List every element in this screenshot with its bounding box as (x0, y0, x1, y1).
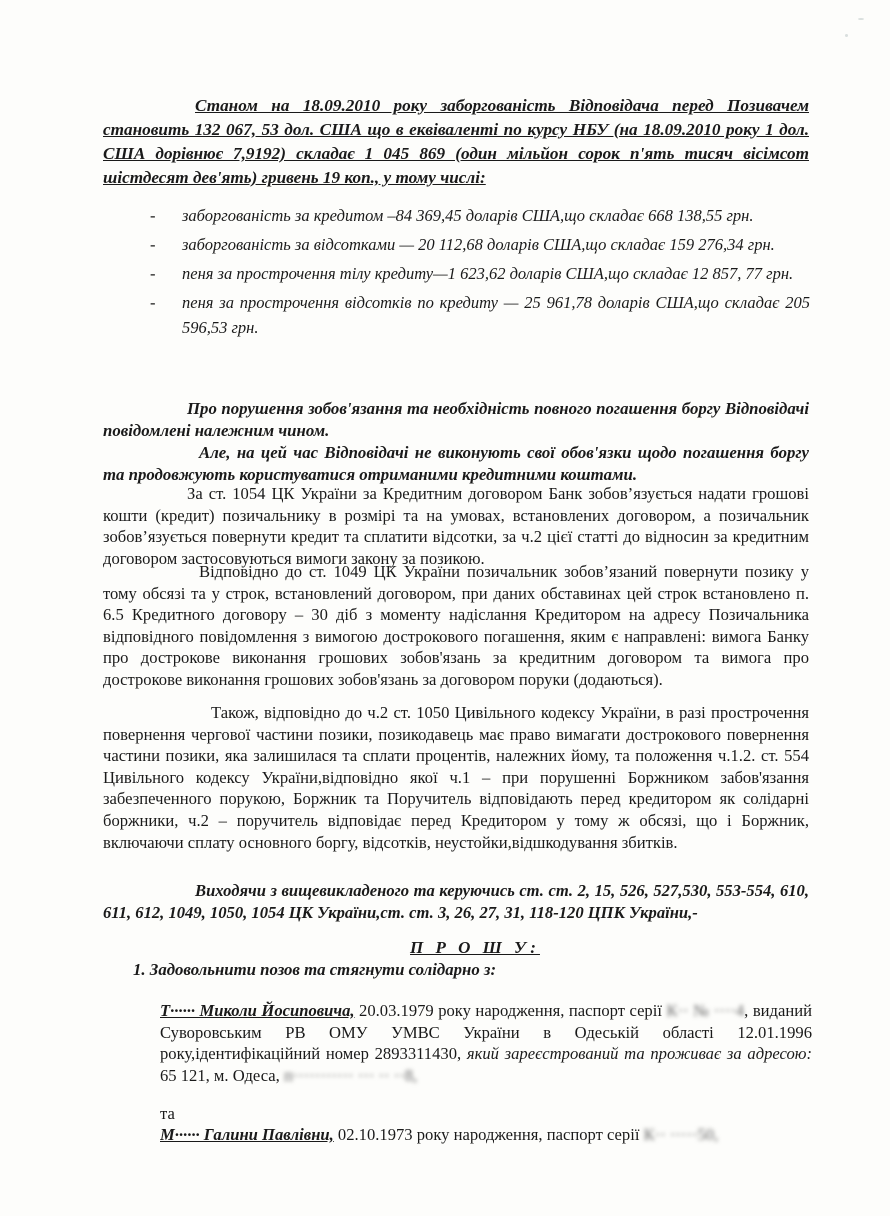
list-item: - заборгованість за кредитом –84 369,45 доларів США,що складає 668 138,55 грн. (150, 206, 754, 225)
list-item: - заборгованість за відсотками — 20 112,68 доларів США,що складає 159 276,34 грн. (150, 235, 775, 254)
legal-basis-paragraph: Виходячи з вищевикладеного та керуючись ст. ст. 2, 15, 526, 527,530, 553-554, 610, 611, 612, 1049, 1050, 1054 ЦК України,ст. ст. 3, 26, 27, 31, 118-120 ЦПК України,- (103, 881, 809, 922)
scan-speck (858, 18, 864, 20)
debt-summary-paragraph: Станом на 18.09.2010 року заборгованість Відповідача перед Позивачем становить 132 067, 53 дол. США що в еквіваленті по курсу НБУ (на 18.09.2010 року 1 дол. США дорівнює 7,9192) складає 1 045 869 (один мільйон сорок п'ять тисяч вісімсот шістдесят дев'ять) гривень 19 коп., у тому числі: (103, 96, 809, 187)
debtor-2-details: М······ Галини Павлівни, 02.10.1973 року народження, паспорт серії К·· ·····50, (160, 1125, 719, 1144)
conjunction-and: та (160, 1104, 175, 1123)
request-heading: П Р О Ш У: (410, 938, 540, 957)
debt-breakdown-list (150, 203, 810, 344)
nonpayment-paragraph: Але, на цей час Відповідачі не виконують свої обов'язки щодо погашення боргу та продовжують користуватися отриманими кредитними коштами. (103, 443, 809, 484)
scan-speck (845, 34, 848, 37)
redacted-text: К·· № (666, 1001, 710, 1020)
debtor-1-details: Т······ Миколи Йосиповича, 20.03.1979 року народження, паспорт серії К·· № ····4, виданий Суворовським РВ ОМУ УМВС України в Одеській області 12.01.1996 року,ідентифікаційний номер 2893311430, який зареєстрований та проживає за адресою: 65 121, м. Одеса, п··········· ··· ·· ··8, (160, 1001, 813, 1085)
list-item: - пеня за прострочення відсотків по кредиту — 25 961,78 доларів США,що складає 205 596,53 грн. (150, 293, 810, 337)
redacted-text: п··········· ··· ·· ··8, (283, 1065, 418, 1085)
article-1054-paragraph: За ст. 1054 ЦК України за Кредитним договором Банк зобов’язується надати грошові кошти (кредит) позичальнику в розмірі та на умовах, встановлених договором, а позичальник зобов’язується повернути кредит та сплатити відсотки, за ч.2 цієї статті до відносин за кредитним договором застосовуються вимоги закону за позикою. (103, 484, 809, 568)
redacted-text: К·· ·····50, (643, 1125, 719, 1144)
redacted-text: ····4 (713, 1001, 745, 1020)
article-1049-paragraph: Відповідно до ст. 1049 ЦК України позичальник зобов’язаний повернути позику у тому обсязі та у строк, встановлений договором, при даних обставинах цей строк встановлено п. 6.5 Кредитного договору – 30 діб з моменту надіслання Кредитором на адресу Позичальника відповідного повідомлення з вимогою дострокового погашення, яким є направлені: вимога Банку про дострокове виконання грошових зобов'язань за кредитним договором та вимога про дострокове виконання грошових зобов'язань за договором поруки (додаються). (103, 562, 809, 689)
request-item-1: 1. Задовольнити позов та стягнути солідарно з: (133, 960, 497, 979)
debtor-2-name: М······ Галини Павлівни, (160, 1125, 334, 1144)
list-item: - пеня за прострочення тілу кредиту—1 623,62 доларів США,що складає 12 857, 77 грн. (150, 264, 794, 283)
notice-paragraph: Про порушення зобов'язання та необхідність повного погашення боргу Відповідачі повідомлені належним чином. (103, 399, 809, 440)
debtor-1-name: Т······ Миколи Йосиповича, (160, 1001, 355, 1020)
article-1050-paragraph: Також, відповідно до ч.2 ст. 1050 Цивільного кодексу України, в разі прострочення повернення чергової частини позики, позикодавець має право вимагати дострокового повернення частини позики, яка залишилася та сплати процентів, належних йому, та положення ч.1.2. ст. 554 Цивільного кодексу України,відповідно якої ч.1 – при порушенні Боржником забов'язання забезпеченного порукою, Боржник та Поручитель відповідають перед кредитором як солідарні боржники, ч.2 – поручитель відповідає перед Кредитором у тому ж обсязі, що і Боржник, включаючи сплату основного боргу, відсотків, неустойки,відшкодування збитків. (103, 703, 809, 852)
